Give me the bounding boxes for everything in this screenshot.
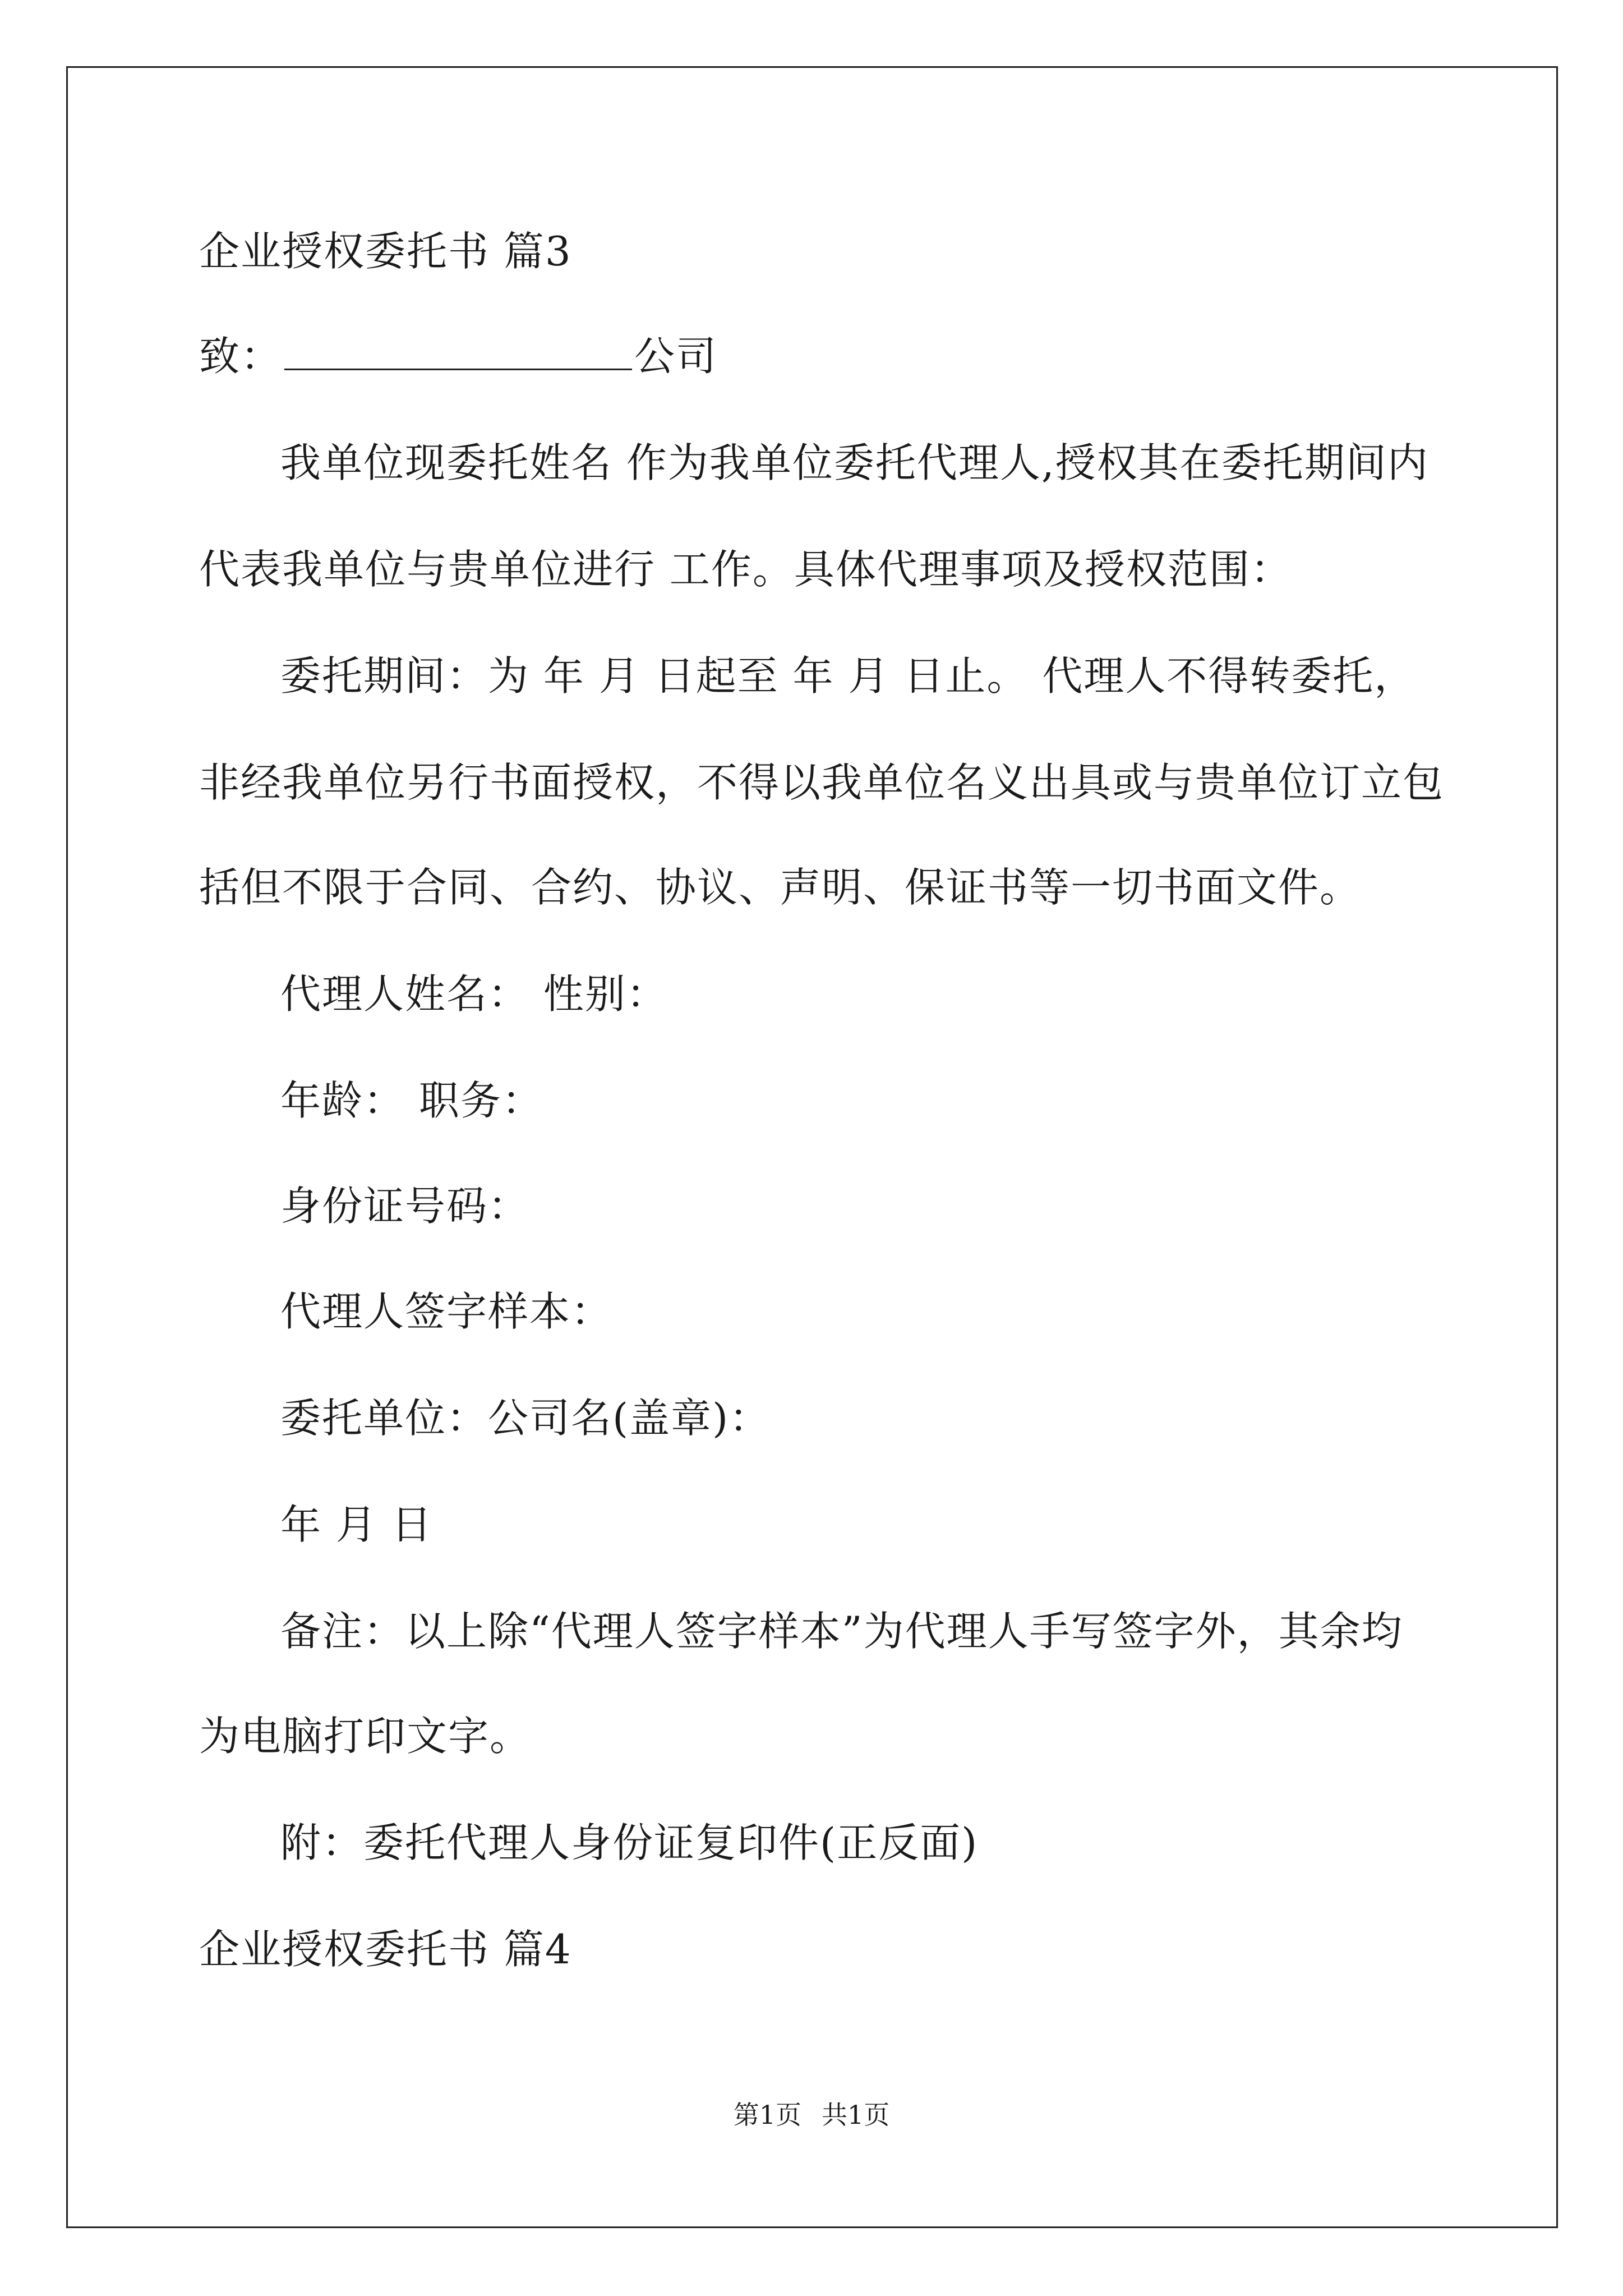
section-heading-4: 企业授权委托书 篇4 xyxy=(199,1926,572,1973)
attachment-note: 附：委托代理人身份证复印件(正反面) xyxy=(280,1819,979,1866)
page-count: 共1页 xyxy=(822,2100,890,2130)
paragraph-2-line-3: 括但不限于合同、合约、协议、声明、保证书等一切书面文件。 xyxy=(199,864,1362,911)
section-heading-3: 企业授权委托书 篇3 xyxy=(199,228,572,275)
page-number: 第1页 xyxy=(733,2100,801,2130)
paragraph-2-line-1: 委托期间：为 年 月 日起至 年 月 日止。 代理人不得转委托， xyxy=(280,652,1416,700)
age-position: 年龄： 职务： xyxy=(280,1077,543,1124)
addressee-suffix: 公司 xyxy=(634,333,718,380)
note-line-2: 为电脑打印文字。 xyxy=(199,1713,532,1760)
addressee-line xyxy=(199,328,717,384)
paragraph-1-line-1: 我单位现委托姓名 作为我单位委托代理人,授权其在委托期间内 xyxy=(280,439,1429,486)
date-line: 年 月 日 xyxy=(280,1501,433,1548)
paragraph-1-line-2: 代表我单位与贵单位进行 工作。具体代理事项及授权范围： xyxy=(199,546,1292,593)
page-footer xyxy=(0,2098,1623,2132)
note-line-1: 备注：以上除“代理人签字样本”为代理人手写签字外，其余均 xyxy=(280,1608,1403,1655)
addressee-prefix: 致： xyxy=(199,333,283,380)
agent-name-gender: 代理人姓名： 性别： xyxy=(280,970,668,1018)
signature-sample: 代理人签字样本： xyxy=(280,1288,613,1335)
principal-unit: 委托单位：公司名(盖章)： xyxy=(280,1395,771,1442)
page-border xyxy=(66,66,1558,2228)
addressee-blank xyxy=(284,334,632,370)
paragraph-2-line-2: 非经我单位另行书面授权，不得以我单位名义出具或与贵单位订立包 xyxy=(199,759,1445,806)
id-number: 身份证号码： xyxy=(280,1182,530,1230)
